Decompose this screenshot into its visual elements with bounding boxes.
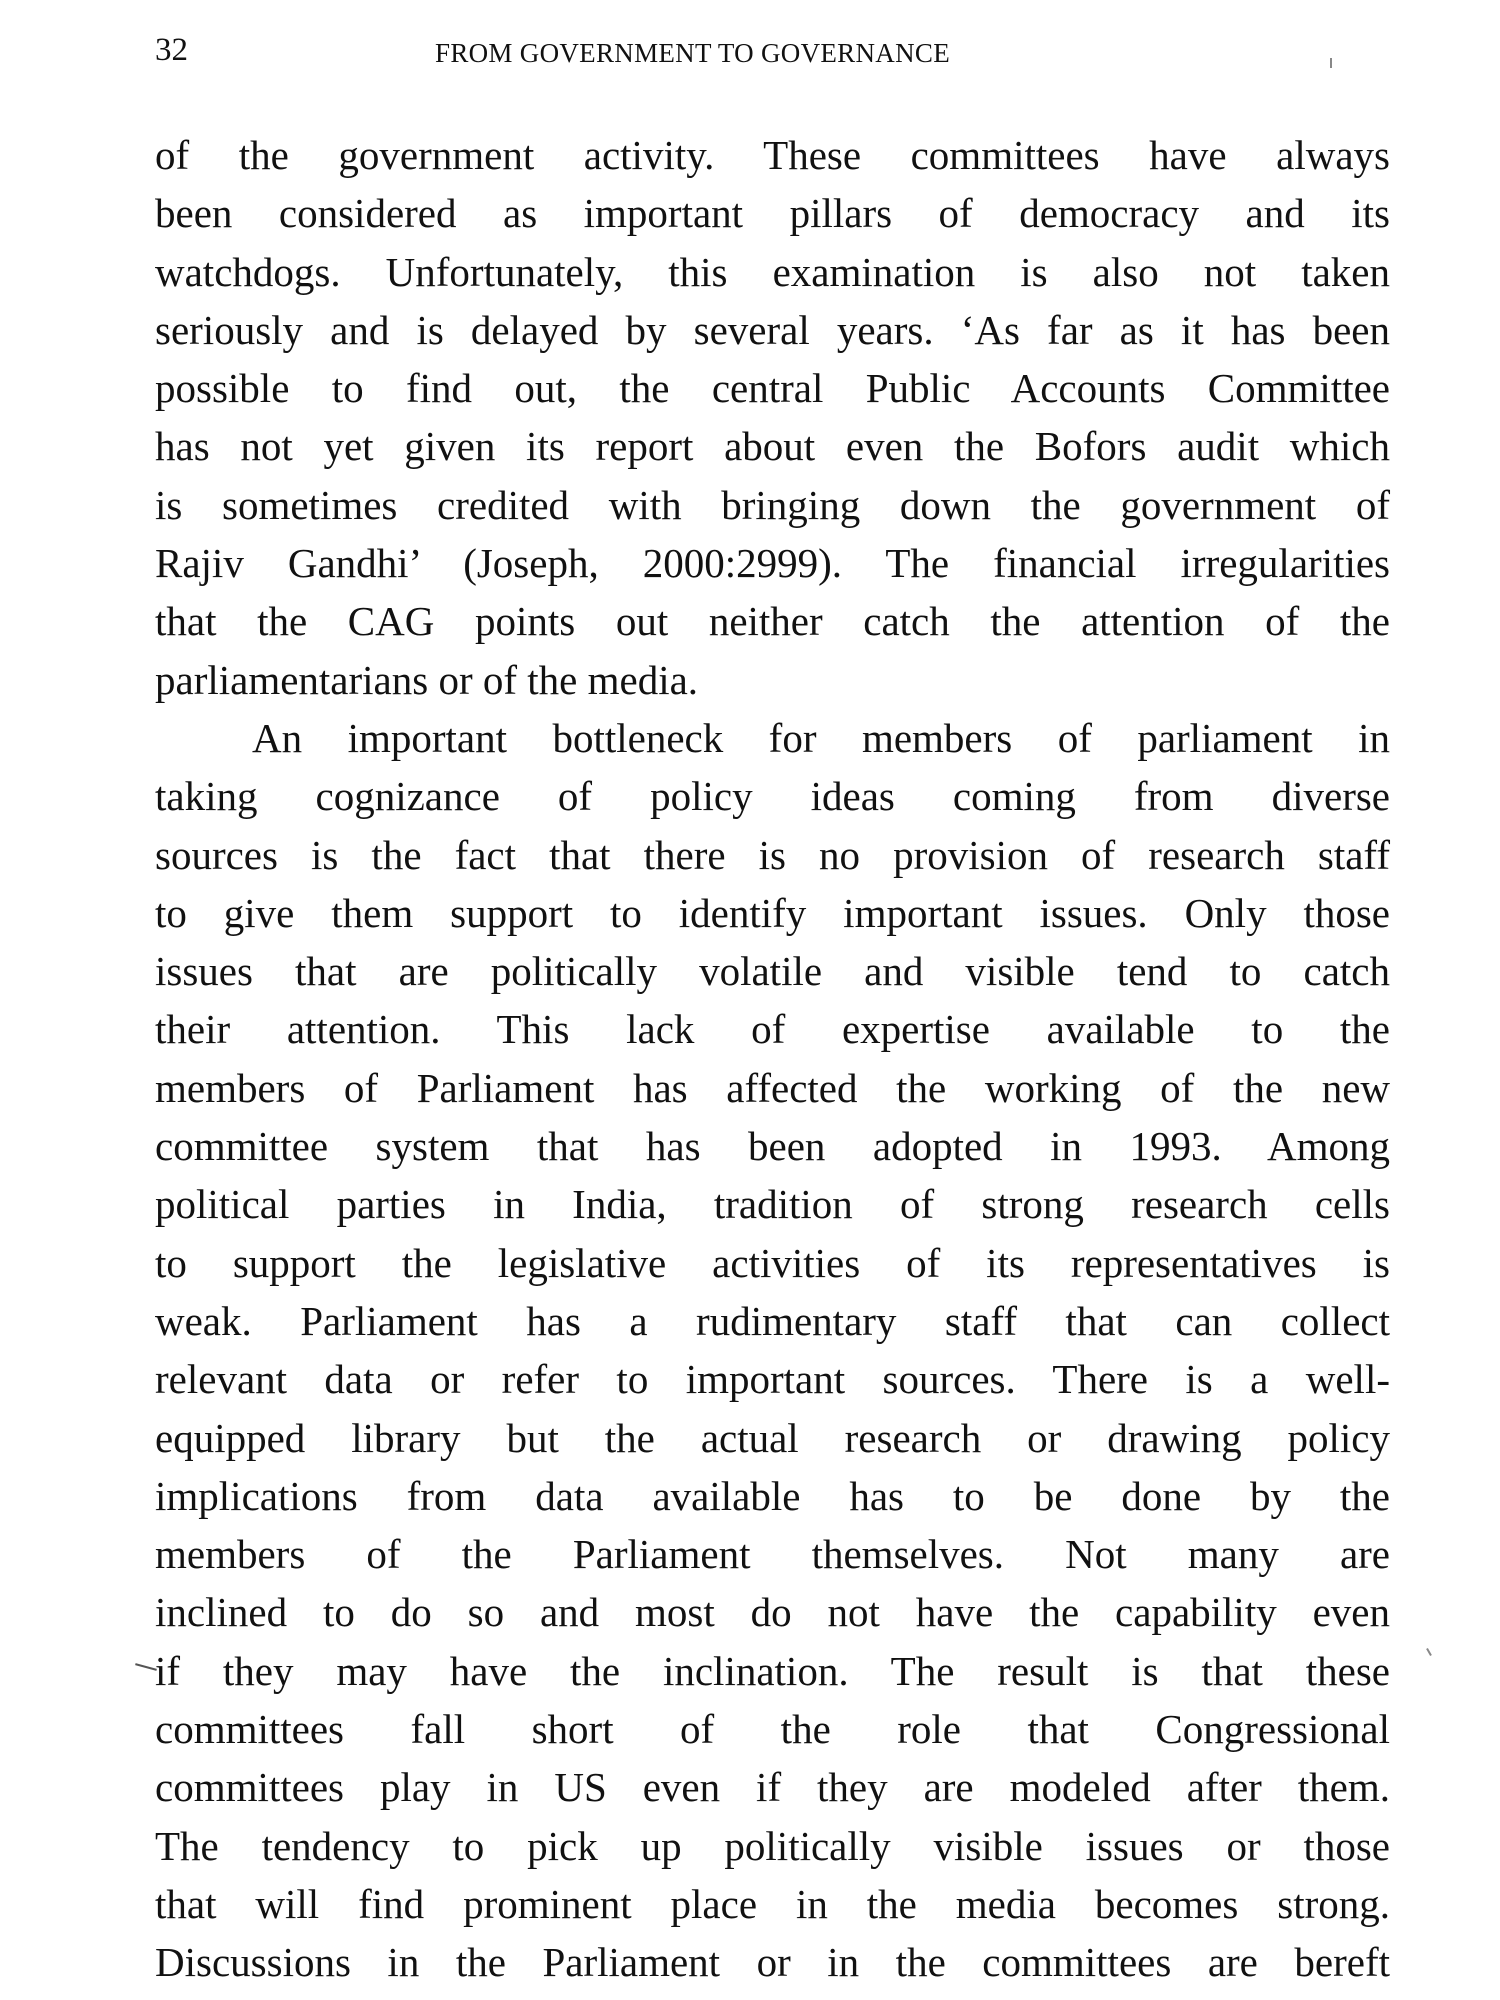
text-line: Discussions in the Parliament or in the committees are bereft	[155, 1939, 1390, 1986]
text-line: is sometimes credited with bringing down the government of	[155, 481, 1390, 528]
text-line: relevant data or refer to important sources. There is a well-	[155, 1356, 1390, 1403]
text-line: committees play in US even if they are modeled after them.	[155, 1764, 1390, 1811]
running-title: FROM GOVERNMENT TO GOVERNANCE	[435, 38, 950, 68]
text-line: to give them support to identify important issues. Only those	[155, 889, 1390, 936]
text-line: committees fall short of the role that Congressional	[155, 1706, 1390, 1753]
text-line: their attention. This lack of expertise available to the	[155, 1006, 1390, 1053]
paragraph-end-line: parliamentarians or of the media.	[155, 656, 699, 703]
text-line: that the CAG points out neither catch the attention of the	[155, 598, 1390, 645]
page-number: 32	[155, 32, 188, 68]
scan-mark	[1426, 1648, 1432, 1656]
text-line: watchdogs. Unfortunately, this examination is also not taken	[155, 248, 1390, 295]
text-line: members of Parliament has affected the working of the new	[155, 1064, 1390, 1111]
text-line: equipped library but the actual research or drawing policy	[155, 1414, 1390, 1461]
text-line: implications from data available has to be done by the	[155, 1472, 1390, 1519]
scan-mark	[135, 1663, 157, 1671]
text-line: sources is the fact that there is no provision of research staff	[155, 831, 1390, 878]
paragraph-start-line: An important bottleneck for members of parliament in	[252, 714, 1390, 761]
text-line: that will find prominent place in the media becomes strong.	[155, 1880, 1390, 1927]
body-text	[155, 126, 1390, 1992]
text-line: to support the legislative activities of its representatives is	[155, 1239, 1390, 1286]
text-line: taking cognizance of policy ideas coming from diverse	[155, 773, 1390, 820]
text-line: of the government activity. These committees have always	[155, 132, 1390, 178]
text-line: been considered as important pillars of democracy and its	[155, 190, 1390, 237]
text-line: committee system that has been adopted in 1993. Among	[155, 1123, 1390, 1170]
text-line: issues that are politically volatile and visible tend to catch	[155, 948, 1390, 995]
scan-mark	[1330, 58, 1332, 68]
text-line: weak. Parliament has a rudimentary staff that can collect	[155, 1297, 1390, 1344]
text-line: Rajiv Gandhi’ (Joseph, 2000:2999). The financial irregularities	[155, 540, 1390, 587]
text-line: if they may have the inclination. The result is that these	[155, 1647, 1390, 1694]
text-line: has not yet given its report about even the Bofors audit which	[155, 423, 1390, 470]
text-line: political parties in India, tradition of strong research cells	[155, 1181, 1390, 1228]
text-line: inclined to do so and most do not have the capability even	[155, 1589, 1390, 1636]
text-line: possible to find out, the central Public Accounts Committee	[155, 365, 1390, 412]
text-line: members of the Parliament themselves. Not many are	[155, 1531, 1390, 1578]
running-head	[155, 30, 1390, 70]
text-line: seriously and is delayed by several years. ‘As far as it has been	[155, 306, 1390, 353]
text-line: The tendency to pick up politically visible issues or those	[155, 1822, 1390, 1869]
